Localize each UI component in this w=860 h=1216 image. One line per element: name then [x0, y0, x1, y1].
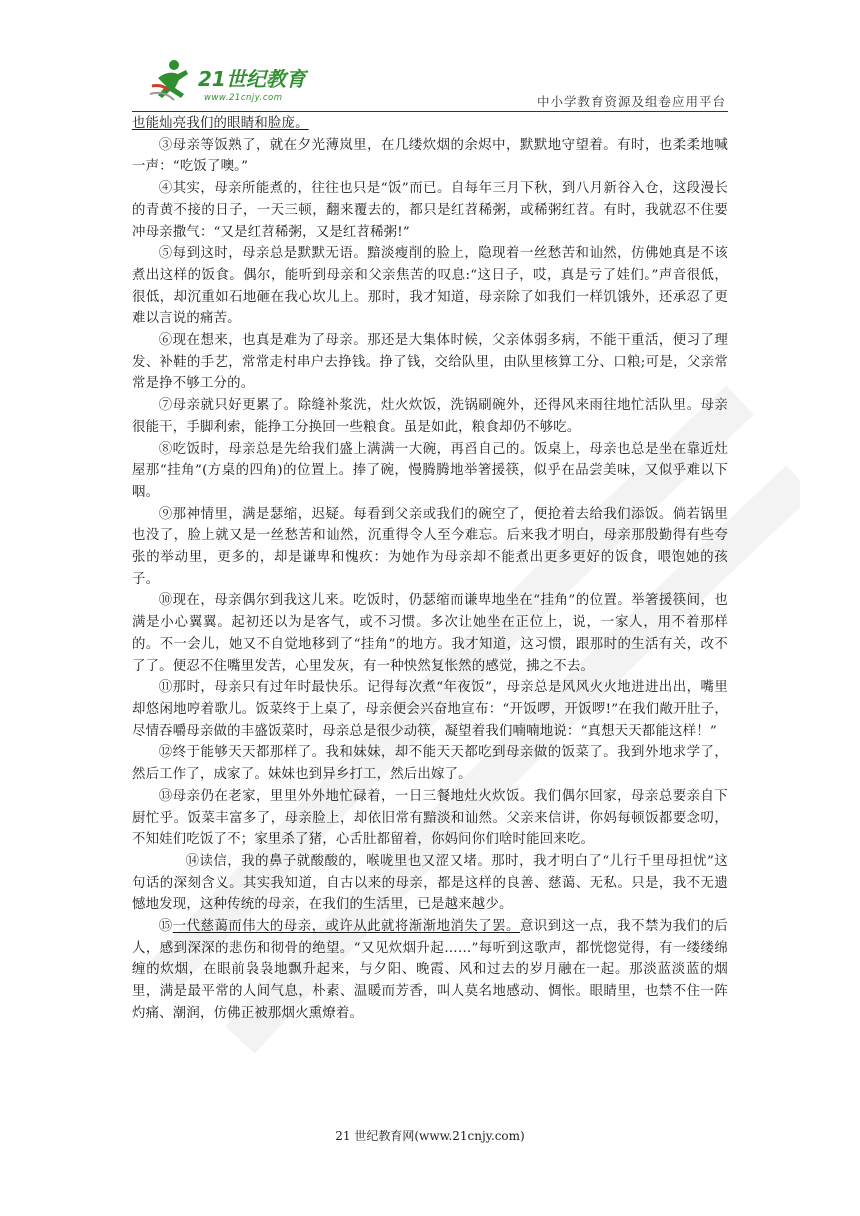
- paragraph-text: ⑦母亲就只好更累了。除缝补浆洗，灶火炊饭，洗锅刷碗外，还得风来雨往地忙活队里。母亲很能干，手脚利索，能挣工分换回一些粮食。虽是如此，粮食却仍不够吃。: [132, 398, 728, 435]
- paragraph-p10: [132, 590, 728, 677]
- header-divider: [132, 111, 728, 112]
- paragraph-p12: [132, 742, 728, 785]
- page-footer: 21 世纪教育网(www.21cnjy.com): [335, 1129, 525, 1143]
- paragraph-p15: [132, 916, 728, 1025]
- paragraph-text: ⑩现在，母亲偶尔到我这儿来。吃饭时，仍瑟缩而谦卑地坐在“挂角”的位置。举箸援筷间，也满是小心翼翼。起初还以为是客气，或不习惯。多次让她坐在正位上，说，一家人，用不着那样的。不一会儿，她又不自觉地移到了“挂角”的地方。我才知道，这习惯，跟那时的生活有关，改不了了。便忍不住嘴里发苦，心里发灰，有一种怏然复怅然的感觉，拂之不去。: [132, 593, 728, 674]
- paragraph-text: ⑤每到这时，母亲总是默默无语。黯淡瘦削的脸上，隐现着一丝愁苦和讪然，仿佛她真是不该煮出这样的饭食。偶尔，能听到母亲和父亲焦苦的叹息:“这日子，哎，真是亏了娃们。”声音很低，很低，却沉重如石地砸在我心坎儿上。那时，我才知道，母亲除了如我们一样饥饿外，还承忍了更难以言说的痛苦。: [132, 246, 728, 327]
- logo-text: 21世纪教育: [198, 67, 306, 91]
- platform-name: 中小学教育资源及组卷应用平台: [536, 94, 726, 109]
- article-body: [132, 113, 728, 1025]
- paragraph-text: 意识到这一点，我不禁为我们的后人，感到深深的悲伤和彻骨的绝望。“又见炊烟升起……”每听到这歌声，都恍惚觉得，有一缕缕绵缠的炊烟，在眼前袅袅地飘升起来，与夕阳、晚霞、风和过去的岁月融在一起。那淡蓝淡蓝的烟里，满是最平常的人间气息，朴素、温暖而芳香，叫人莫名地感动、惆怅。眼睛里，也禁不住一阵灼痛、潮润，仿佛正被那烟火熏燎着。: [132, 919, 729, 1021]
- paragraph-text: ⑫终于能够天天都那样了。我和妹妹，却不能天天都吃到母亲做的饭菜了。我到外地求学了，然后工作了，成家了。妹妹也到异乡打工，然后出嫁了。: [132, 745, 728, 783]
- paragraph-p6: [132, 330, 728, 395]
- paragraph-text: ⑪那时，母亲只有过年时最快乐。记得每次煮“年夜饭”，母亲总是风风火火地进进出出，嘴里却悠闲地哼着歌儿。饭菜终于上桌了，母亲便会兴奋地宣布：“开饭啰，开饭啰!”在我们敞开肚子，尽情吞嚼母亲做的丰盛饭菜时，母亲总是很少动筷，凝望着我们喃喃地说：“真想天天都能这样！”: [132, 680, 728, 739]
- paragraph-p5: [132, 243, 728, 330]
- paragraph-p9: [132, 504, 728, 591]
- paragraph-text: ⑧吃饭时，母亲总是先给我们盛上满满一大碗，再舀自己的。饭桌上，母亲也总是坐在靠近灶屋那“挂角”(方桌的四角)的位置上。捧了碗，慢腾腾地举箸援筷，似乎在品尝美味，又似乎难以下咽。: [132, 441, 728, 500]
- paragraph-text: ③母亲等饭熟了，就在夕光薄岚里，在几缕炊烟的余烬中，默默地守望着。有时，也柔柔地喊一声：“吃饭了噢。”: [132, 137, 728, 175]
- logo-runner-icon: [148, 56, 308, 106]
- paragraph-p14: [132, 851, 728, 916]
- page-header: [132, 56, 728, 112]
- logo-url: www.21cnjy.com: [204, 93, 283, 103]
- paragraph-text: ④其实，母亲所能煮的，往往也只是“饭”而已。自每年三月下秋，到八月新谷入仓，这段漫长的青黄不接的日子，一天三顿，翻来覆去的，都只是红苕稀粥，或稀粥红苕。有时，我就忍不住要冲母亲撒气：“又是红苕稀粥，又是红苕稀粥!”: [132, 181, 728, 240]
- paragraph-text: ⑬母亲仍在老家，里里外外地忙碌着，一日三餐地灶火炊饭。我们偶尔回家，母亲总要亲自下厨忙乎。饭菜丰富多了，母亲脸上，却依旧常有黯淡和讪然。父亲来信讲，你妈每顿饭都要念叨，不知娃们吃饭了不；家里杀了猪，心舌肚都留着，你妈问你们啥时能回来吃。: [132, 788, 728, 848]
- paragraph-p3: [132, 135, 728, 178]
- paragraph-text: ⑥现在想来，也真是难为了母亲。那还是大集体时候，父亲体弱多病，不能干重活，便习了理发、补鞋的手艺，常常走村串户去挣钱。挣了钱，交给队里，由队里核算工分、口粮;可是，父亲常常是挣不够工分的。: [132, 333, 728, 392]
- site-logo[interactable]: [148, 56, 308, 106]
- paragraph-p8: [132, 439, 728, 504]
- paragraph-p4: [132, 178, 728, 243]
- paragraph-text: ⑨那神情里，满是瑟缩，迟疑。每看到父亲或我们的碗空了，便抢着去给我们添饭。倘若锅里也没了，脸上就又是一丝愁苦和讪然，沉重得令人至今难忘。后来我才明白，母亲那殷勤得有些夸张的举动里，更多的，却是谦卑和愧疚：为她作为母亲却不能煮出更多更好的饭食，喂饱她的孩子。: [132, 506, 728, 587]
- paragraph-text: ⑭读信，我的鼻子就酸酸的，喉咙里也又涩又堵。那时，我才明白了“儿行千里母担忧”这句话的深刻含义。其实我知道，自古以来的母亲，都是这样的良善、慈蔼、无私。只是，我不无遗憾地发现，这种传统的母亲，在我们的生活里，已是越来越少。: [132, 853, 728, 913]
- underlined-text: 也能灿亮我们的眼睛和脸庞。: [132, 116, 309, 131]
- underlined-text: 一代慈蔼而伟大的母亲，或许从此就将渐渐地消失了罢。: [172, 919, 520, 935]
- paragraph-text: ⑮: [158, 919, 173, 935]
- paragraph-p7: [132, 395, 728, 438]
- paragraph-p11: [132, 677, 728, 742]
- paragraph-p0: [132, 113, 728, 135]
- paragraph-p13: [132, 786, 728, 851]
